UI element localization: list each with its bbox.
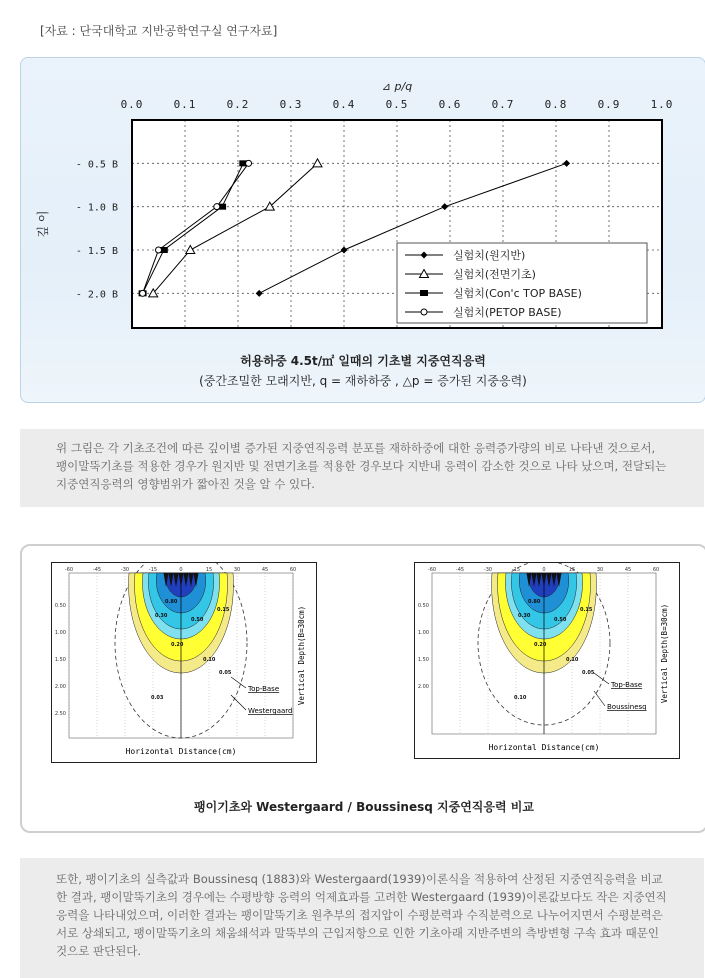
x-tick-label: -15 bbox=[511, 567, 521, 573]
y-tick-label: 1.50 bbox=[54, 657, 66, 663]
contour-label: 0.50 bbox=[554, 617, 567, 623]
legend-label: 실험치(전면기초) bbox=[453, 268, 536, 281]
comparison-panel bbox=[20, 544, 705, 833]
x-tick-label: 0.4 bbox=[332, 98, 356, 111]
legend-label: 실험치(PETOP BASE) bbox=[453, 306, 562, 319]
x-tick-label: 0.8 bbox=[544, 98, 568, 111]
contour-plot-boussinesq bbox=[415, 563, 679, 758]
contour-label: 0.20 bbox=[171, 642, 184, 648]
comparison-title: 팽이기초와 Westergaard / Boussinesq 지중연직응력 비교 bbox=[194, 800, 534, 814]
y-tick-label: 1.00 bbox=[417, 630, 429, 636]
chart-title: 허용하중 4.5t/㎡ 일때의 기초별 지중연직응력 bbox=[240, 354, 486, 368]
callout-label: Top-Base bbox=[248, 685, 280, 693]
x-tick-label: 45 bbox=[624, 567, 632, 573]
contour-label: 0.10 bbox=[566, 657, 579, 663]
contour-plot-westergaard bbox=[52, 563, 316, 762]
y-tick-label: 2.50 bbox=[54, 711, 66, 717]
x-tick-label: 0.2 bbox=[226, 98, 250, 111]
data-point bbox=[140, 290, 146, 296]
x-axis-label: Horizontal Distance(cm) bbox=[125, 747, 237, 756]
contour-label: 0.05 bbox=[582, 670, 595, 676]
y-tick-label: - 2.0 B bbox=[75, 289, 118, 301]
callout-label: Boussinesq bbox=[607, 703, 647, 711]
x-tick-label: 30 bbox=[596, 567, 604, 573]
x-tick-label: 0.3 bbox=[279, 98, 303, 111]
x-tick-label: 45 bbox=[261, 567, 269, 573]
contour-label: 0.10 bbox=[203, 657, 216, 663]
callout-leader bbox=[231, 677, 246, 688]
callout-leader bbox=[231, 695, 246, 710]
chart-subtitle: (중간조밀한 모래지반, q = 재하하중 , △p = 증가된 지중응력) bbox=[199, 374, 527, 388]
x-tick-label: 0.5 bbox=[385, 98, 409, 111]
y-tick-label: 0.50 bbox=[417, 603, 429, 609]
x-tick-label: 15 bbox=[205, 567, 213, 573]
x-tick-label: -15 bbox=[148, 567, 158, 573]
x-tick-label: 0.7 bbox=[491, 98, 515, 111]
callout-leader bbox=[594, 691, 605, 706]
x-tick-label: 30 bbox=[233, 567, 241, 573]
legend-marker bbox=[421, 309, 427, 315]
x-tick-label: -45 bbox=[455, 567, 465, 573]
contour-label: 0.15 bbox=[580, 607, 593, 613]
x-tick-label: 0.6 bbox=[438, 98, 462, 111]
contour-label: 0.80 bbox=[165, 599, 178, 605]
description-paragraph-2: 또한, 팽이기초의 실측값과 Boussinesq (1883)와 Westergaard(1939)이론식을 적용하여 산정된 지중연직응력을 비교한 결과, 팽이말뚝기초의 경우에는 수평방향 응력의 억제효과를 고려한 Westergaard (1939)이론값보다도 작은 지중연직응력을 나타내었으며, 이러한 결과는 팽이말뚝기초 원추부의 접지압이 수평분력과 수직분력으로 나누어지면서 수평분력은 서로 상쇄되고, 팽이말뚝기초의 채움쇄석과 말뚝부의 근입저항으로 인한 기초아래 지반주변의 측방변형 구속 효과 때문인 것으로 판단된다. bbox=[20, 858, 704, 978]
data-point bbox=[214, 204, 220, 210]
y-tick-label: 1.50 bbox=[417, 657, 429, 663]
data-point bbox=[246, 160, 252, 166]
source-note: [자료 : 단국대학교 지반공학연구실 연구자료] bbox=[40, 24, 278, 38]
x-tick-label: 0.1 bbox=[173, 98, 197, 111]
y-tick-label: 2.00 bbox=[417, 684, 429, 690]
contour-label: 0.30 bbox=[155, 613, 168, 619]
stress-ratio-chart bbox=[21, 58, 705, 402]
data-point bbox=[156, 247, 162, 253]
y-tick-label: - 0.5 B bbox=[75, 159, 118, 171]
x-tick-label: -60 bbox=[427, 567, 437, 573]
contour-label: 0.50 bbox=[191, 617, 204, 623]
x-axis-label: Horizontal Distance(cm) bbox=[488, 743, 600, 752]
x-tick-label: 0.0 bbox=[120, 98, 144, 111]
y-tick-label: 0.50 bbox=[54, 603, 66, 609]
y-tick-label: 2.00 bbox=[54, 684, 66, 690]
callout-label: Top-Base bbox=[611, 681, 643, 689]
y-tick-label: 1.00 bbox=[54, 630, 66, 636]
contour-label: 0.05 bbox=[219, 670, 232, 676]
legend bbox=[397, 243, 647, 323]
x-tick-label: 0.9 bbox=[597, 98, 621, 111]
x-tick-label: -30 bbox=[483, 567, 493, 573]
x-tick-label: 1.0 bbox=[650, 98, 674, 111]
contour-figure-westergaard bbox=[51, 562, 317, 763]
stress-chart-panel bbox=[20, 57, 705, 403]
callout-label: Westergaard bbox=[248, 707, 293, 715]
legend-marker bbox=[420, 290, 428, 296]
x-tick-label: -60 bbox=[64, 567, 74, 573]
y-axis-label: 깊 이 bbox=[36, 210, 50, 238]
x-tick-label: -45 bbox=[92, 567, 102, 573]
x-tick-label: -30 bbox=[120, 567, 130, 573]
contour-label: 0.80 bbox=[528, 599, 541, 605]
contour-label: 0.03 bbox=[151, 695, 164, 701]
description-paragraph-1: 위 그림은 각 기초조건에 따른 깊이별 증가된 지중연직응력 분포를 재하하중에 대한 응력증가량의 비로 나타낸 것으로서, 팽이말뚝기초를 적용한 경우가 원지반 및 전면기초를 적용한 경우보다 지반내 응력이 감소한 것으로 나타 났으며, 전달되는 지중연직응력의 영향범위가 짧아진 것을 알 수 있다. bbox=[20, 429, 704, 507]
x-tick-label: 60 bbox=[652, 567, 660, 573]
legend-label: 실험치(Con'c TOP BASE) bbox=[453, 287, 582, 300]
x-axis-label: ⊿ p/q bbox=[381, 80, 413, 93]
contour-label: 0.30 bbox=[518, 613, 531, 619]
x-tick-label: 0 bbox=[179, 567, 183, 573]
x-tick-label: 15 bbox=[568, 567, 576, 573]
legend-label: 실험치(원지반) bbox=[453, 249, 526, 262]
contour-label: 0.15 bbox=[217, 607, 230, 613]
y-axis-label: Vertical Depth(B=30cm) bbox=[660, 603, 669, 704]
x-tick-label: 0 bbox=[542, 567, 546, 573]
x-tick-label: 60 bbox=[289, 567, 297, 573]
y-tick-label: - 1.0 B bbox=[75, 202, 118, 214]
y-tick-label: - 1.5 B bbox=[75, 246, 118, 257]
y-axis-label: Vertical Depth(B=30cm) bbox=[297, 605, 306, 706]
contour-figure-boussinesq bbox=[414, 562, 680, 759]
callout-leader bbox=[594, 673, 609, 684]
contour-label: 0.20 bbox=[534, 642, 547, 648]
contour-label: 0.10 bbox=[514, 695, 527, 701]
